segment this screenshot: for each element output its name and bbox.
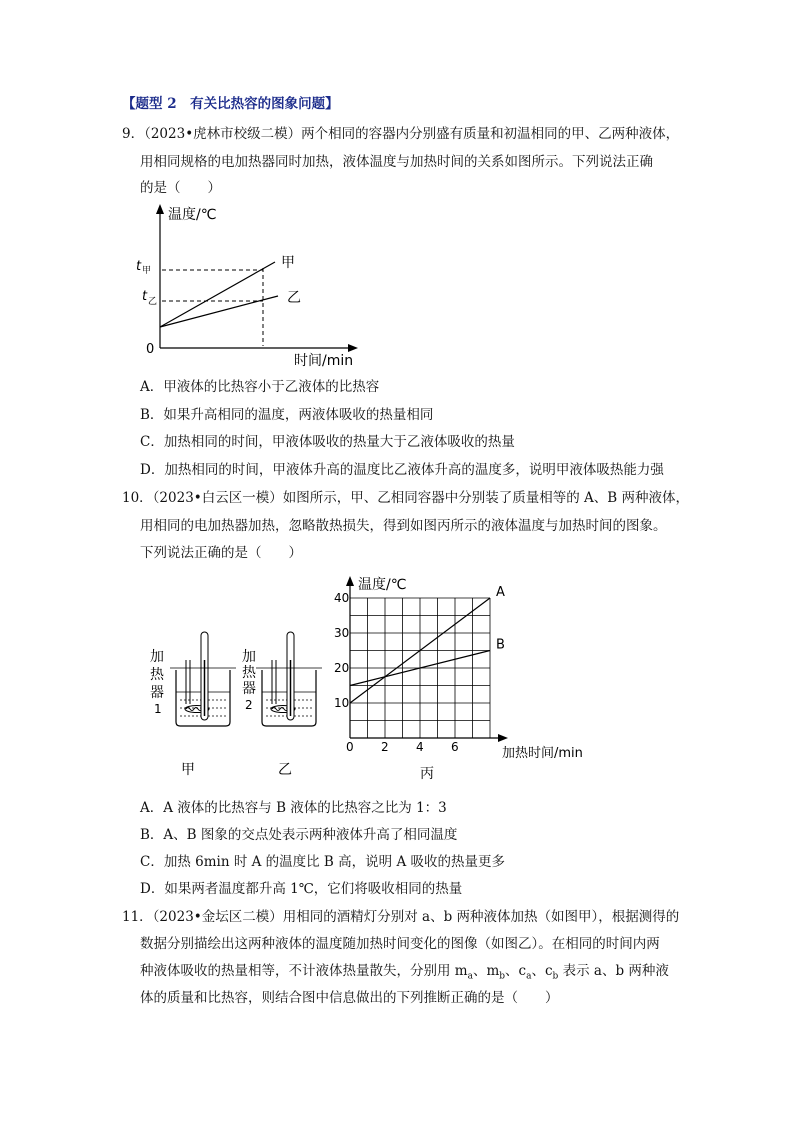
beaker-jia-text-1: 加 (150, 649, 164, 665)
q9-ylabel: 温度/℃ (168, 207, 217, 223)
q9-t-jia-sub: 甲 (142, 266, 152, 276)
q10-line-2: 用相同的电加热器加热，忽略散热损失，得到如图丙所示的液体温度与加热时间的图象。 (140, 518, 667, 534)
q11-line-4: 体的质量和比热容，则结合图中信息做出的下列推断正确的是（ ） (140, 990, 559, 1006)
q9-option-d: D．加热相同的时间，甲液体升高的温度比乙液体升高的温度多，说明甲液体吸热能力强 (140, 462, 664, 478)
beaker-yi-text-3: 器 (242, 681, 256, 697)
bing-ylabel: 温度/℃ (358, 577, 407, 593)
bing-y-tick-label: 40 (334, 591, 350, 605)
bing-x-tick-label: 4 (416, 740, 424, 754)
q9-t-jia: t (136, 259, 142, 274)
q10-line-1: 10．（2023•白云区一模）如图所示，甲、乙相同容器中分别装了质量相等的 A、B 两种液体， (122, 490, 689, 506)
fig-yi-label: 乙 (278, 762, 292, 778)
bing-y-tick-label: 10 (334, 696, 350, 710)
bing-y-arrow (346, 576, 354, 586)
bing-xlabel: 加热时间/min (502, 746, 583, 761)
beaker-jia-text-3: 器 (150, 685, 164, 701)
q9-origin: 0 (146, 342, 155, 357)
beaker-yi-text-1: 加 (242, 649, 256, 665)
beaker-yi-text-2: 热 (242, 665, 256, 681)
beaker-yi-text-4: 2 (245, 698, 253, 712)
fig-bing-label: 丙 (420, 766, 434, 782)
q11-line-1: 11．（2023•金坛区二模）用相同的酒精灯分别对 a、b 两种液体加热（如图甲），根据测得的 (122, 909, 680, 925)
q9-option-b: B．如果升高相同的温度，两液体吸收的热量相同 (140, 407, 434, 423)
q9-option-c: C．加热相同的时间，甲液体吸收的热量大于乙液体吸收的热量 (140, 434, 515, 450)
bing-series-label-B: B (496, 637, 505, 653)
bing-x-tick-label: 0 (346, 740, 354, 754)
q10-option-b: B．A、B 图象的交点处表示两种液体升高了相同温度 (140, 827, 458, 843)
q9-line-2: 用相同规格的电加热器同时加热，液体温度与加热时间的关系如图所示。下列说法正确 (140, 154, 653, 170)
q9-xlabel: 时间/min (294, 353, 354, 369)
q9-line-1: 9．（2023•虎林市校级二模）两个相同的容器内分别盛有质量和初温相同的甲、乙两种液体， (122, 126, 680, 142)
q10-option-a: A．A 液体的比热容与 B 液体的比热容之比为 1：3 (140, 800, 447, 816)
q9-t-yi-sub: 乙 (148, 297, 158, 307)
bing-x-arrow (498, 734, 508, 742)
bing-y-tick-label: 20 (334, 661, 350, 675)
q11-line-3-start: 种液体吸收的热量相等，不计液体热量散失，分别用 m (140, 963, 468, 979)
bing-series-label-A: A (496, 585, 505, 600)
beaker-jia-text-2: 热 (150, 667, 164, 683)
bing-y-tick-label: 30 (334, 626, 350, 640)
section-title: 【题型 2 有关比热容的图象问题】 (122, 96, 339, 112)
q9-t-yi: t (142, 289, 148, 304)
fig-jia-label: 甲 (181, 762, 195, 778)
q10-line-3: 下列说法正确的是（ ） (140, 545, 302, 561)
q9-line-3: 的是（ ） (140, 180, 221, 196)
q9-label-yi: 乙 (287, 290, 301, 306)
q9-option-a: A．甲液体的比热容小于乙液体的比热容 (140, 379, 380, 395)
beaker-jia-text-4: 1 (154, 702, 162, 716)
q9-label-jia: 甲 (281, 255, 295, 271)
q11-line-3: 种液体吸收的热量相等，不计液体热量散失，分别用 $m_a$、$m_b$、$c_a$、$c_b$ 表示 a、b 两种液 (140, 963, 669, 982)
bing-x-tick-label: 2 (381, 740, 389, 754)
q10-option-d: D．如果两者温度都升高 1℃，它们将吸收相同的热量 (140, 881, 463, 897)
q11-line-2: 数据分别描绘出这两种液体的温度随加热时间变化的图像（如图乙）。在相同的时间内两 (140, 936, 660, 952)
bing-x-tick-label: 6 (451, 740, 459, 754)
q10-option-c: C．加热 6min 时 A 的温度比 B 高，说明 A 吸收的热量更多 (140, 854, 505, 870)
